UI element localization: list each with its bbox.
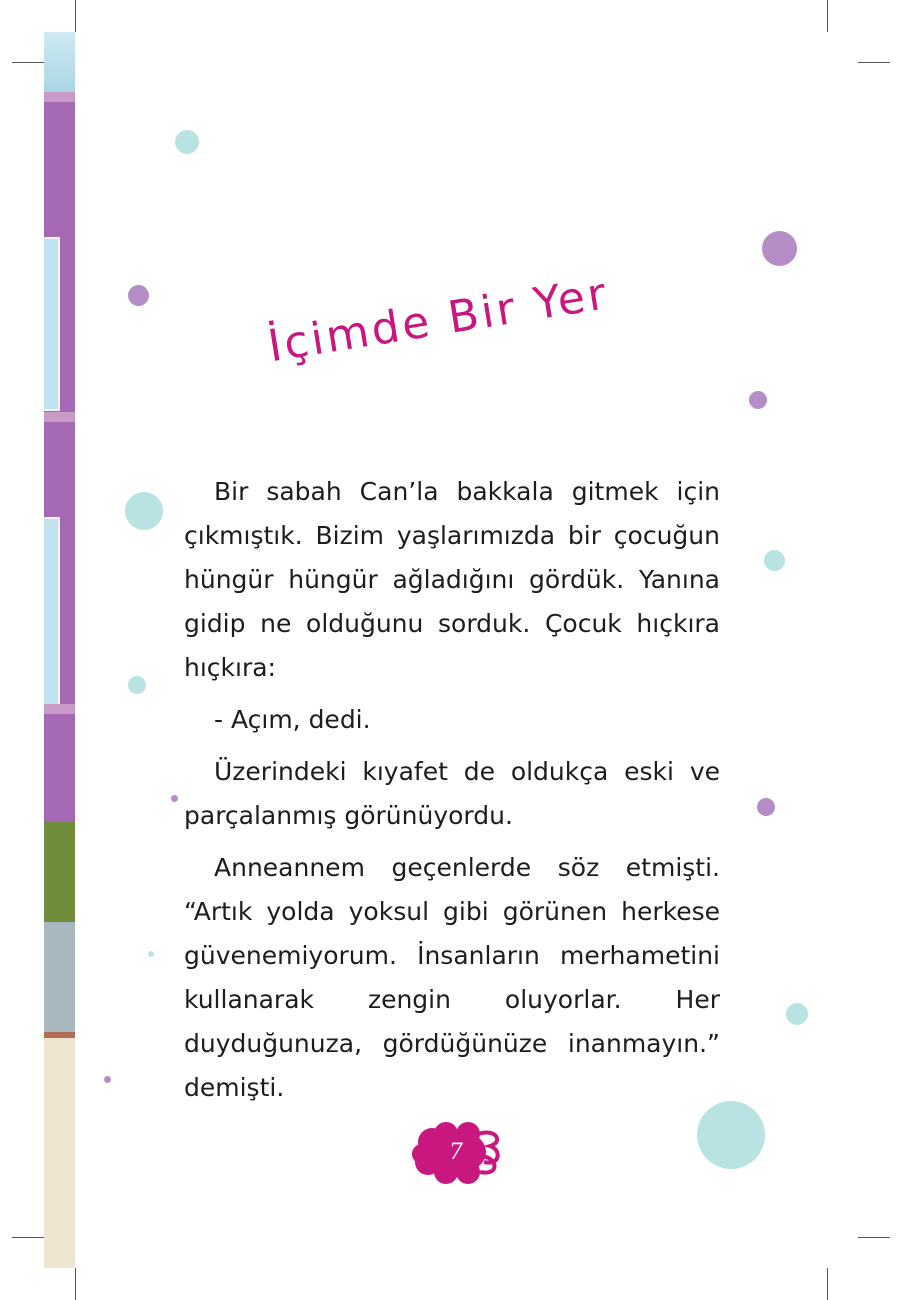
page-number: 7 bbox=[449, 1139, 463, 1165]
decor-dot bbox=[175, 130, 199, 154]
crop-mark bbox=[827, 0, 828, 32]
decor-dot bbox=[171, 795, 178, 802]
decor-dot bbox=[757, 798, 775, 816]
decor-dot bbox=[786, 1003, 808, 1025]
decor-dot bbox=[128, 285, 149, 306]
crop-mark bbox=[12, 62, 44, 63]
paragraph: Anneannem geçenlerde söz etmişti. “Artık yolda yoksul gibi görünen herkese güvenemiyorum. İnsanların merhametini kullanarak zengin oluyorlar. Her duyduğunuza, gördüğünüze inanmayın.” demişti. bbox=[184, 853, 720, 1102]
crop-mark bbox=[12, 1237, 44, 1238]
page-title: İçimde Bir Yer bbox=[264, 268, 613, 373]
crop-mark bbox=[827, 1268, 828, 1300]
decor-dot bbox=[762, 231, 797, 266]
crop-mark bbox=[858, 62, 890, 63]
crop-mark bbox=[858, 1237, 890, 1238]
decor-dot bbox=[104, 1076, 111, 1083]
page-number-badge bbox=[408, 1120, 504, 1184]
spine-illustration bbox=[44, 32, 75, 1268]
crop-mark bbox=[75, 1268, 76, 1300]
title-container bbox=[265, 259, 676, 420]
decor-dot bbox=[764, 550, 785, 571]
paragraph: Bir sabah Can’la bakkala gitmek için çıkmıştık. Bizim yaşlarımızda bir çocuğun hüngür hüngür ağladığını gördük. Yanına gidip ne olduğunu sorduk. Çocuk hıçkıra hıçkıra: bbox=[184, 477, 720, 682]
paragraph: Üzerindeki kıyafet de oldukça eski ve parçalanmış görünüyordu. bbox=[184, 757, 720, 830]
crop-mark bbox=[75, 0, 76, 32]
decor-dot bbox=[148, 951, 154, 957]
decor-dot bbox=[125, 492, 163, 530]
paragraph-dialog: - Açım, dedi. bbox=[214, 705, 371, 734]
body-text bbox=[184, 470, 720, 1118]
decor-dot bbox=[128, 676, 146, 694]
decor-dot bbox=[749, 391, 767, 409]
